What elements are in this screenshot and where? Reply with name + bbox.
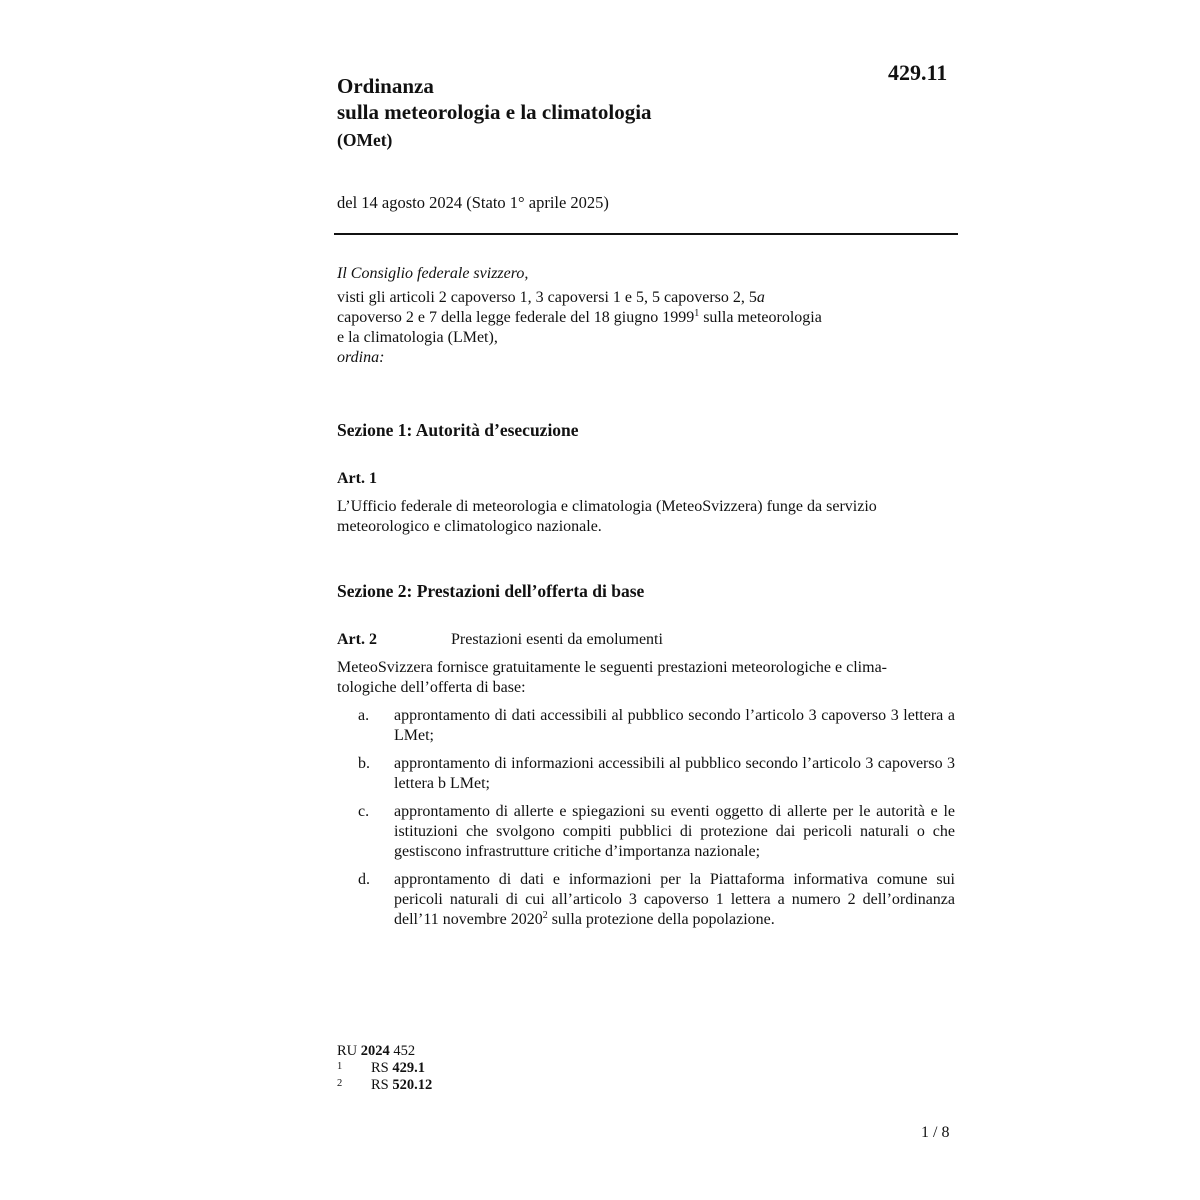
list-marker: a.	[358, 707, 370, 724]
list-marker: c.	[358, 803, 370, 820]
list-item-text: approntamento di dati accessibili al pubblico secondo l’articolo 3 capoverso 3 lettera a LMet;	[394, 707, 955, 744]
footnote-ref[interactable]: 1	[694, 308, 700, 319]
article-text: L’Ufficio federale di meteorologia e climatologia (MeteoSvizzera) funge da servizio meteorologico e climatologico nazionale.	[337, 498, 877, 535]
document-date: del 14 agosto 2024 (Stato 1° aprile 2025)	[337, 193, 609, 212]
footer	[337, 1043, 432, 1094]
ru-reference: RU 2024 452	[337, 1043, 416, 1059]
article-list	[337, 706, 955, 938]
header-rule	[334, 233, 958, 235]
page-number: 1 / 8	[921, 1124, 950, 1141]
document-abbreviation: (OMet)	[337, 130, 393, 150]
preamble	[337, 264, 957, 368]
title-line: sulla meteorologia e la climatologia	[337, 100, 652, 124]
footnote-number: 2	[337, 1078, 343, 1089]
list-item	[337, 802, 955, 862]
list-item-text: approntamento di allerte e spiegazioni su eventi oggetto di allerte per le autorità e le istituzioni che svolgono compiti pubblici di protezione dai pericoli naturali o che gestiscono infrastrutture critiche d’importanza nazionale;	[394, 803, 955, 860]
list-item	[337, 870, 955, 930]
article-label: Art. 1	[337, 470, 377, 487]
footnote-ref[interactable]: 2	[542, 910, 548, 921]
footnote-number: 1	[337, 1061, 343, 1072]
list-item	[337, 754, 955, 794]
footnote-link[interactable]: 520.12	[392, 1077, 433, 1093]
document-title	[337, 73, 652, 125]
list-item-text: approntamento di informazioni accessibili al pubblico secondo l’articolo 3 capoverso 3 lettera b LMet;	[394, 755, 955, 792]
preamble-ordina: ordina:	[337, 349, 385, 366]
list-marker: d.	[358, 871, 370, 888]
preamble-visti: visti gli articoli 2 capoverso 1, 3 capoversi 1 e 5, 5 capoverso 2, 5a capoverso 2 e 7 della legge federale del 18 giugno 1999$^1$ sulla meteorologia e la climatologia (LMet),	[337, 289, 822, 346]
article-label: Art. 2	[337, 631, 377, 648]
list-marker: b.	[358, 755, 370, 772]
preamble-authority: Il Consiglio federale svizzero,	[337, 265, 529, 282]
footnote-link[interactable]: 429.1	[392, 1060, 425, 1076]
title-line: Ordinanza	[337, 74, 434, 98]
rs-number: 429.11	[888, 60, 948, 85]
article-text: MeteoSvizzera fornisce gratuitamente le seguenti prestazioni meteorologiche e clima- tologiche dell’offerta di base:	[337, 659, 887, 696]
list-item-text: approntamento di dati e informazioni per la Piattaforma informativa comune sui pericoli naturali di cui all’articolo 3 capoverso 1 lettera a numero 2 dell’ordinanza dell’11 novembre 2020$^2$ sulla protezione della popolazione.	[394, 871, 955, 928]
footnote: 2 RS 520.12	[337, 1077, 433, 1093]
section-heading: Sezione 1: Autorità d’esecuzione	[337, 420, 579, 440]
footnote: 1 RS 429.1	[337, 1060, 425, 1076]
list-item	[337, 706, 955, 746]
article-title: Prestazioni esenti da emolumenti	[451, 631, 663, 648]
section-heading: Sezione 2: Prestazioni dell’offerta di base	[337, 581, 645, 601]
